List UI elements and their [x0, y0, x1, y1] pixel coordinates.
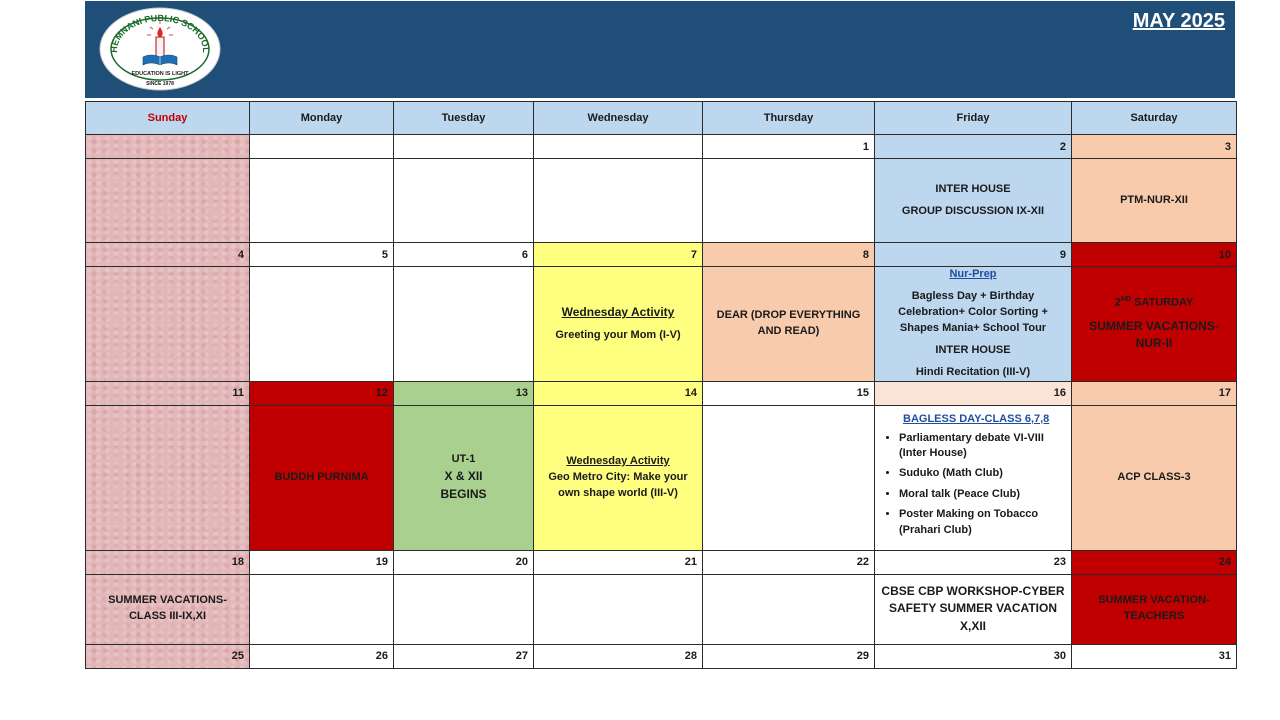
date-cell: 31	[1072, 644, 1237, 668]
event-cell	[250, 267, 394, 382]
date-cell: 4	[86, 243, 250, 267]
weekday-sunday: Sunday	[86, 102, 250, 135]
event-cell	[534, 574, 703, 644]
list-item: • Moral talk (Peace Club)	[899, 487, 1065, 502]
date-cell: 26	[250, 644, 394, 668]
event-text: Bagless Day + Birthday Celebration+ Color Sorting + Shapes Mania+ School Tour	[898, 289, 1048, 334]
event-cell	[394, 159, 534, 243]
date-cell: 18	[86, 550, 250, 574]
event-text: Greeting your Mom (I-V)	[555, 328, 681, 341]
event-text: X & XII	[444, 469, 483, 484]
event-list	[881, 431, 1065, 538]
event-title: Wednesday Activity	[561, 305, 675, 320]
date-cell: 17	[1072, 381, 1237, 405]
event-cell-may-23: CBSE CBP WORKSHOP-CYBER SAFETY SUMMER VACATION X,XII	[875, 574, 1072, 644]
event-cell-may-3: PTM-NUR-XII	[1072, 159, 1237, 243]
date-cell: 10	[1072, 243, 1237, 267]
event-text: BEGINS	[440, 486, 487, 501]
date-cell: 6	[394, 243, 534, 267]
school-logo	[99, 7, 221, 91]
weekday-thursday: Thursday	[703, 102, 875, 135]
weekday-header-row	[86, 102, 1237, 135]
event-cell-may-17: ACP CLASS-3	[1072, 405, 1237, 550]
weekday-saturday: Saturday	[1072, 102, 1237, 135]
week4-dates-row	[86, 550, 1237, 574]
event-cell	[394, 267, 534, 382]
list-item: • Parliamentary debate VI-VIII (Inter House)	[899, 431, 1065, 462]
weekday-tuesday: Tuesday	[394, 102, 534, 135]
week3-events-row	[86, 405, 1237, 550]
event-cell-may-7	[534, 267, 703, 382]
week1-dates-row	[86, 135, 1237, 159]
date-cell: 29	[703, 644, 875, 668]
weekday-wednesday: Wednesday	[534, 102, 703, 135]
event-text: Geo Metro City: Make your own shape world (III-V)	[548, 470, 688, 499]
event-cell-may-13	[394, 405, 534, 550]
date-cell: 15	[703, 381, 875, 405]
event-cell-may-16	[875, 405, 1072, 550]
event-cell-may-14	[534, 405, 703, 550]
event-cell-may-2	[875, 159, 1072, 243]
weekday-friday: Friday	[875, 102, 1072, 135]
date-cell	[250, 135, 394, 159]
event-cell	[703, 574, 875, 644]
event-text: Hindi Recitation (III-V)	[915, 365, 1031, 378]
date-cell: 14	[534, 381, 703, 405]
event-cell	[86, 267, 250, 382]
event-cell	[86, 405, 250, 550]
event-cell-may-24: SUMMER VACATION- TEACHERS	[1072, 574, 1237, 644]
date-cell: 21	[534, 550, 703, 574]
event-text: SUMMER VACATIONS- NUR-II	[1089, 318, 1219, 351]
week5-dates-row	[86, 644, 1237, 668]
date-cell: 23	[875, 550, 1072, 574]
event-cell	[394, 574, 534, 644]
date-cell	[534, 135, 703, 159]
svg-text:EDUCATION IS LIGHT: EDUCATION IS LIGHT	[131, 71, 189, 77]
event-cell	[86, 159, 250, 243]
date-cell: 30	[875, 644, 1072, 668]
weekday-monday: Monday	[250, 102, 394, 135]
event-title: INTER HOUSE	[935, 182, 1011, 195]
date-cell: 25	[86, 644, 250, 668]
date-cell	[394, 135, 534, 159]
date-cell: 9	[875, 243, 1072, 267]
event-title: Wednesday Activity	[566, 454, 670, 467]
week1-events-row	[86, 159, 1237, 243]
date-cell: 16	[875, 381, 1072, 405]
date-cell: 5	[250, 243, 394, 267]
calendar-grid	[85, 101, 1237, 669]
event-cell	[703, 405, 875, 550]
date-cell: 1	[703, 135, 875, 159]
event-cell-may-18: SUMMER VACATIONS- CLASS III-IX,XI	[86, 574, 250, 644]
event-text: INTER HOUSE	[935, 343, 1011, 356]
week3-dates-row	[86, 381, 1237, 405]
date-cell: 19	[250, 550, 394, 574]
date-cell: 12	[250, 381, 394, 405]
date-cell: 22	[703, 550, 875, 574]
date-cell: 7	[534, 243, 703, 267]
date-cell: 27	[394, 644, 534, 668]
event-text: UT-1	[451, 453, 476, 466]
event-title: BAGLESS DAY-CLASS 6,7,8	[903, 412, 1050, 425]
event-cell-may-9	[875, 267, 1072, 382]
date-cell: 28	[534, 644, 703, 668]
week2-dates-row	[86, 243, 1237, 267]
date-cell	[86, 135, 250, 159]
svg-text:HEMNANI PUBLIC SCHOOL: HEMNANI PUBLIC SCHOOL	[108, 12, 212, 54]
date-cell: 24	[1072, 550, 1237, 574]
event-cell-may-10	[1072, 267, 1237, 382]
event-cell	[250, 159, 394, 243]
date-cell: 8	[703, 243, 875, 267]
date-cell: 3	[1072, 135, 1237, 159]
event-cell	[703, 159, 875, 243]
week4-events-row	[86, 574, 1237, 644]
month-title: MAY 2025	[1132, 10, 1225, 32]
date-cell: 13	[394, 381, 534, 405]
event-text: GROUP DISCUSSION IX-XII	[901, 204, 1045, 217]
svg-text:SINCE 1978: SINCE 1978	[146, 81, 174, 87]
week2-events-row	[86, 267, 1237, 382]
list-item: • Suduko (Math Club)	[899, 466, 1065, 481]
event-title: Nur-Prep	[949, 268, 997, 280]
calendar-header	[85, 1, 1235, 98]
date-cell: 20	[394, 550, 534, 574]
list-item: • Poster Making on Tobacco (Prahari Club)	[899, 507, 1065, 538]
date-cell: 11	[86, 381, 250, 405]
date-cell: 2	[875, 135, 1072, 159]
event-cell-may-8: DEAR (DROP EVERYTHING AND READ)	[703, 267, 875, 382]
event-cell	[250, 574, 394, 644]
event-title: 2ND SATURDAY	[1114, 296, 1194, 309]
event-cell-may-12: BUDDH PURNIMA	[250, 405, 394, 550]
event-cell	[534, 159, 703, 243]
